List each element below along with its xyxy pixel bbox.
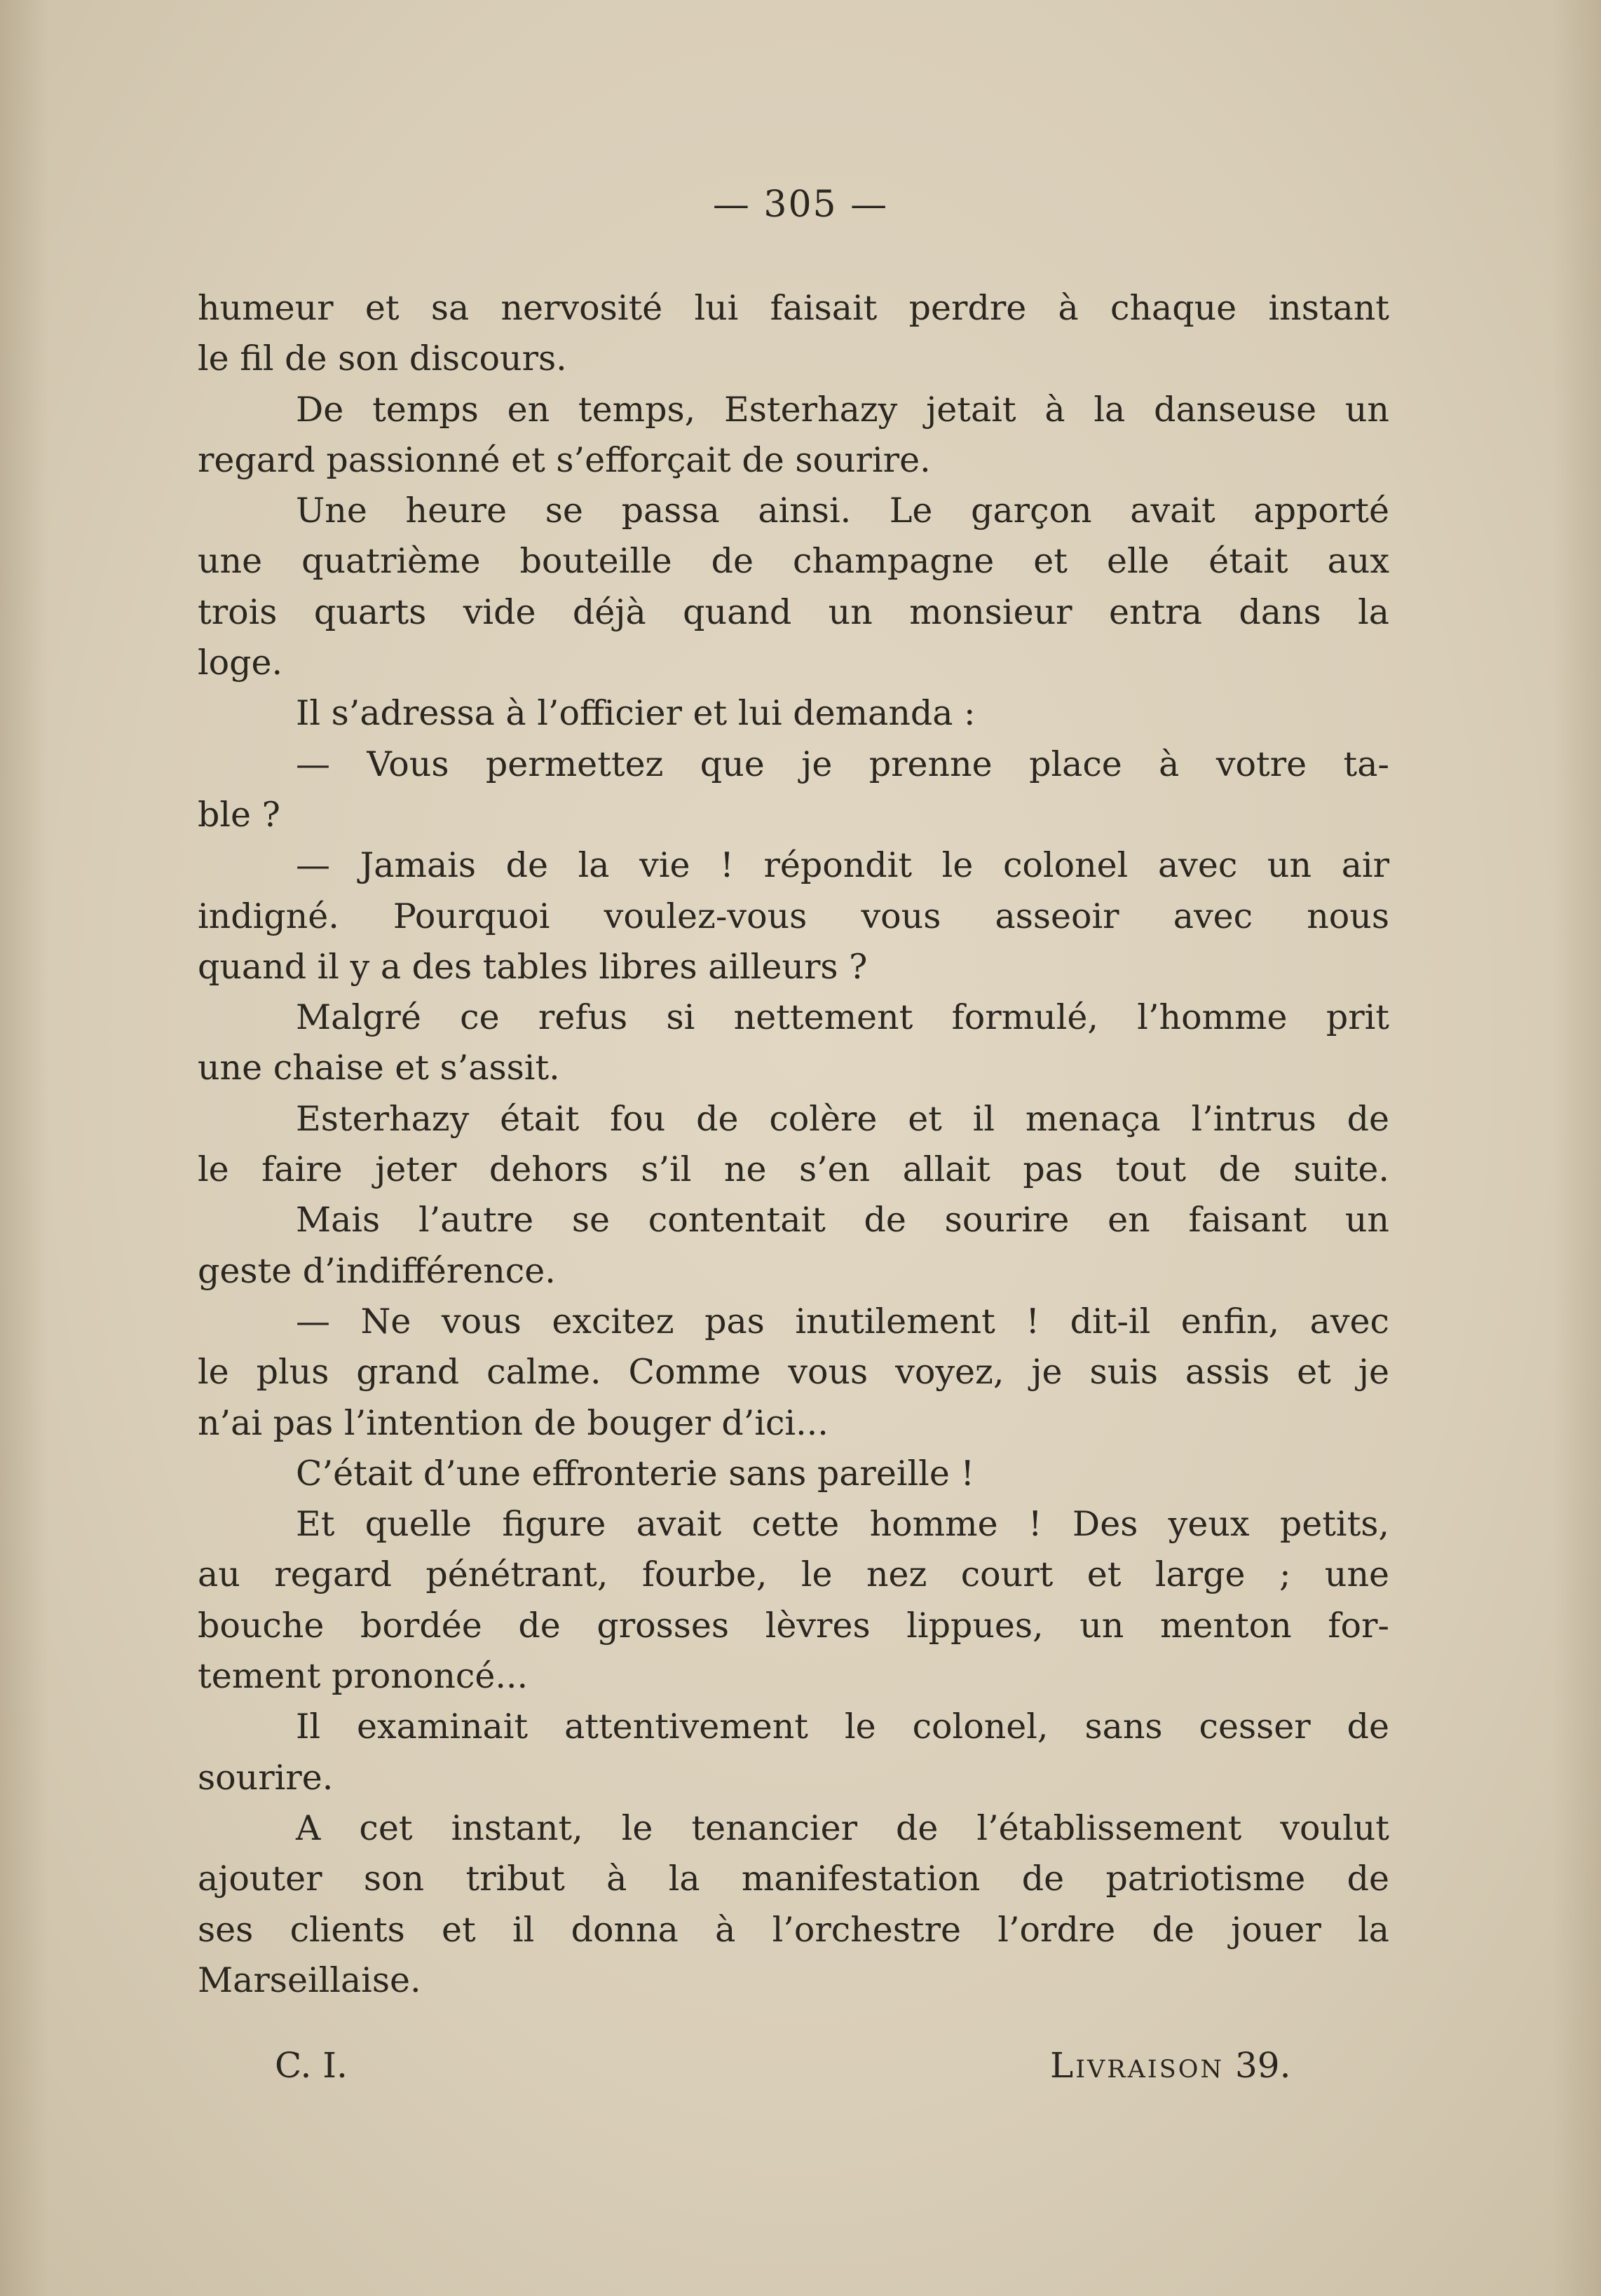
text-line: ble ?: [198, 794, 280, 835]
text-line: Il examinait attentivement le colonel, sans cesser de: [296, 1707, 1389, 1747]
text-line: Et quelle figure avait cette homme ! Des yeux petits,: [296, 1504, 1389, 1545]
text-line: Esterhazy était fou de colère et il menaça l’intrus de: [296, 1098, 1389, 1139]
text-line: Mais l’autre se contentait de sourire en faisant un: [296, 1200, 1389, 1241]
text-line: A cet instant, le tenancier de l’établissement voulut: [296, 1808, 1389, 1848]
body-text: [198, 283, 1389, 2006]
text-line: une chaise et s’assit.: [198, 1048, 560, 1088]
text-line: quand il y a des tables libres ailleurs ?: [198, 946, 868, 987]
text-line: — Jamais de la vie ! répondit le colonel avec un air: [296, 845, 1389, 886]
text-line: C’était d’une effronterie sans pareille !: [296, 1453, 975, 1494]
right-edge-shadow: [1552, 0, 1601, 2296]
footer-livraison: [1050, 2045, 1291, 2086]
text-line: une quatrième bouteille de champagne et elle était aux: [198, 541, 1389, 582]
text-line: — Vous permettez que je prenne place à votre ta-: [296, 744, 1389, 784]
text-line: tement prononcé...: [198, 1656, 529, 1697]
text-line: indigné. Pourquoi voulez-vous vous asseoir avec nous: [198, 896, 1389, 936]
text-line: humeur et sa nervosité lui faisait perdre à chaque instant: [198, 288, 1389, 328]
text-line: bouche bordée de grosses lèvres lippues, un menton for-: [198, 1605, 1389, 1646]
text-line: De temps en temps, Esterhazy jetait à la danseuse un: [296, 389, 1389, 430]
text-line: Marseillaise.: [198, 1960, 421, 2000]
text-line: Une heure se passa ainsi. Le garçon avait apporté: [296, 491, 1389, 531]
text-line: le faire jeter dehors s’il ne s’en allait pas tout de suite.: [198, 1149, 1389, 1190]
text-line: ajouter son tribut à la manifestation de patriotisme de: [198, 1859, 1389, 1899]
text-line: au regard pénétrant, fourbe, le nez court et large ; une: [198, 1554, 1389, 1595]
text-line: Il s’adressa à l’officier et lui demanda :: [296, 693, 976, 734]
text-line: — Ne vous excitez pas inutilement ! dit-il enfin, avec: [296, 1301, 1389, 1341]
text-line: regard passionné et s’efforçait de sourire.: [198, 439, 931, 480]
text-line: trois quarts vide déjà quand un monsieur entra dans la: [198, 592, 1389, 632]
footer-livraison-number: 39.: [1234, 2045, 1291, 2086]
footer-signature: C. I.: [275, 2045, 348, 2086]
text-line: sourire.: [198, 1757, 334, 1798]
text-line: Malgré ce refus si nettement formulé, l’homme prit: [296, 997, 1389, 1038]
text-line: ses clients et il donna à l’orchestre l’ordre de jouer la: [198, 1909, 1389, 1950]
footer-livraison-label: Livraison: [1050, 2045, 1225, 2086]
text-line: geste d’indifférence.: [198, 1250, 556, 1291]
text-line: le fil de son discours.: [198, 339, 567, 379]
text-line: n’ai pas l’intention de bouger d’ici...: [198, 1402, 829, 1443]
page-number: — 305 —: [712, 184, 889, 226]
text-line: le plus grand calme. Comme vous voyez, je suis assis et je: [198, 1352, 1389, 1393]
left-edge-shadow: [0, 0, 49, 2296]
text-line: loge.: [198, 643, 283, 683]
